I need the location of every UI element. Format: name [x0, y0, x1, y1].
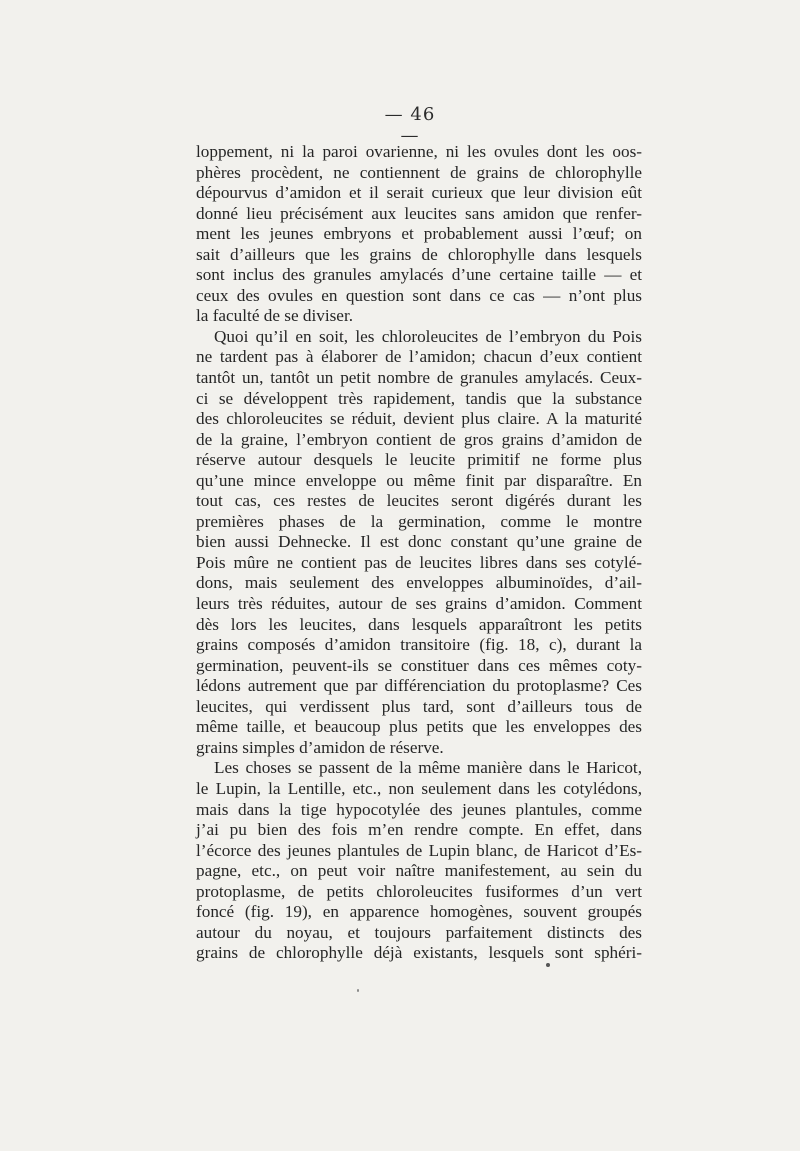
text-line: ci se développent très rapidement, tandis que la substance: [196, 388, 642, 408]
text-line: foncé (fig. 19), en apparence homogènes, souvent groupés: [196, 902, 642, 922]
text-line: donné lieu précisément aux leucites sans amidon que renfer-: [196, 203, 642, 223]
text-line: sont inclus des granules amylacés d’une certaine taille — et: [196, 265, 642, 285]
print-speck: [546, 963, 550, 967]
text-line: qu’une mince enveloppe ou même finit par disparaître. En: [196, 470, 642, 490]
text-line: premières phases de la germination, comme le montre: [196, 511, 642, 531]
print-speck: [357, 989, 359, 992]
text-line: réserve autour desquels le leucite primitif ne forme plus: [196, 450, 642, 470]
text-line: grains composés d’amidon transitoire (fig. 18, c), durant la: [196, 635, 642, 655]
text-line: le Lupin, la Lentille, etc., non seulement dans les cotylédons,: [196, 778, 642, 798]
text-line: sait d’ailleurs que les grains de chlorophylle dans lesquels: [196, 244, 642, 264]
text-line: ment les jeunes embryons et probablement aussi l’œuf; on: [196, 224, 642, 244]
body-text: [196, 142, 642, 964]
text-line: j’ai pu bien des fois m’en rendre compte. En effet, dans: [196, 820, 642, 840]
text-line: loppement, ni la paroi ovarienne, ni les ovules dont les oos-: [196, 142, 642, 161]
text-line: Pois mûre ne contient pas de leucites libres dans ses cotylé-: [196, 552, 642, 572]
text-line: dons, mais seulement des enveloppes albuminoïdes, d’ail-: [196, 573, 642, 593]
text-line: grains de chlorophylle déjà existants, lesquels sont sphéri-: [196, 943, 642, 963]
page-number: — 46 —: [384, 104, 436, 146]
text-line: grains simples d’amidon de réserve.: [196, 737, 444, 757]
text-line: ceux des ovules en question sont dans ce cas — n’ont plus: [196, 285, 642, 305]
text-line: leurs très réduites, autour de ses grains d’amidon. Comment: [196, 594, 642, 614]
text-line: ne tardent pas à élaborer de l’amidon; chacun d’eux contient: [196, 347, 642, 367]
text-line: tout cas, ces restes de leucites seront digérés durant les: [196, 491, 642, 511]
text-line: autour du noyau, et toujours parfaitement distincts des: [196, 922, 642, 942]
text-line: lédons autrement que par différenciation du protoplasme? Ces: [196, 676, 642, 696]
text-line: germination, peuvent-ils se constituer dans ces mêmes coty-: [196, 655, 642, 675]
text-line: pagne, etc., on peut voir naître manifestement, au sein du: [196, 861, 642, 881]
text-line: l’écorce des jeunes plantules de Lupin blanc, de Haricot d’Es-: [196, 840, 642, 860]
text-line: protoplasme, de petits chloroleucites fusiformes d’un vert: [196, 881, 642, 901]
text-line: dépourvus d’amidon et il serait curieux que leur division eût: [196, 183, 642, 203]
text-line: dès lors les leucites, dans lesquels apparaîtront les petits: [196, 614, 642, 634]
text-line: mais dans la tige hypocotylée des jeunes plantules, comme: [196, 799, 642, 819]
text-line: de la graine, l’embryon contient de gros grains d’amidon de: [196, 429, 642, 449]
text-line: bien aussi Dehnecke. Il est donc constant qu’une graine de: [196, 532, 642, 552]
text-line: Quoi qu’il en soit, les chloroleucites de l’embryon du Pois: [214, 326, 642, 346]
text-line: la faculté de se diviser.: [196, 306, 354, 326]
text-line: phères procèdent, ne contiennent de grains de chlorophylle: [196, 162, 642, 182]
text-line: des chloroleucites se réduit, devient plus claire. A la maturité: [196, 409, 642, 429]
text-line: même taille, et beaucoup plus petits que les enveloppes des: [196, 717, 642, 737]
text-line: leucites, qui verdissent plus tard, sont d’ailleurs tous de: [196, 696, 642, 716]
text-line: tantôt un, tantôt un petit nombre de granules amylacés. Ceux-: [196, 368, 642, 388]
text-line: Les choses se passent de la même manière dans le Haricot,: [214, 758, 642, 778]
